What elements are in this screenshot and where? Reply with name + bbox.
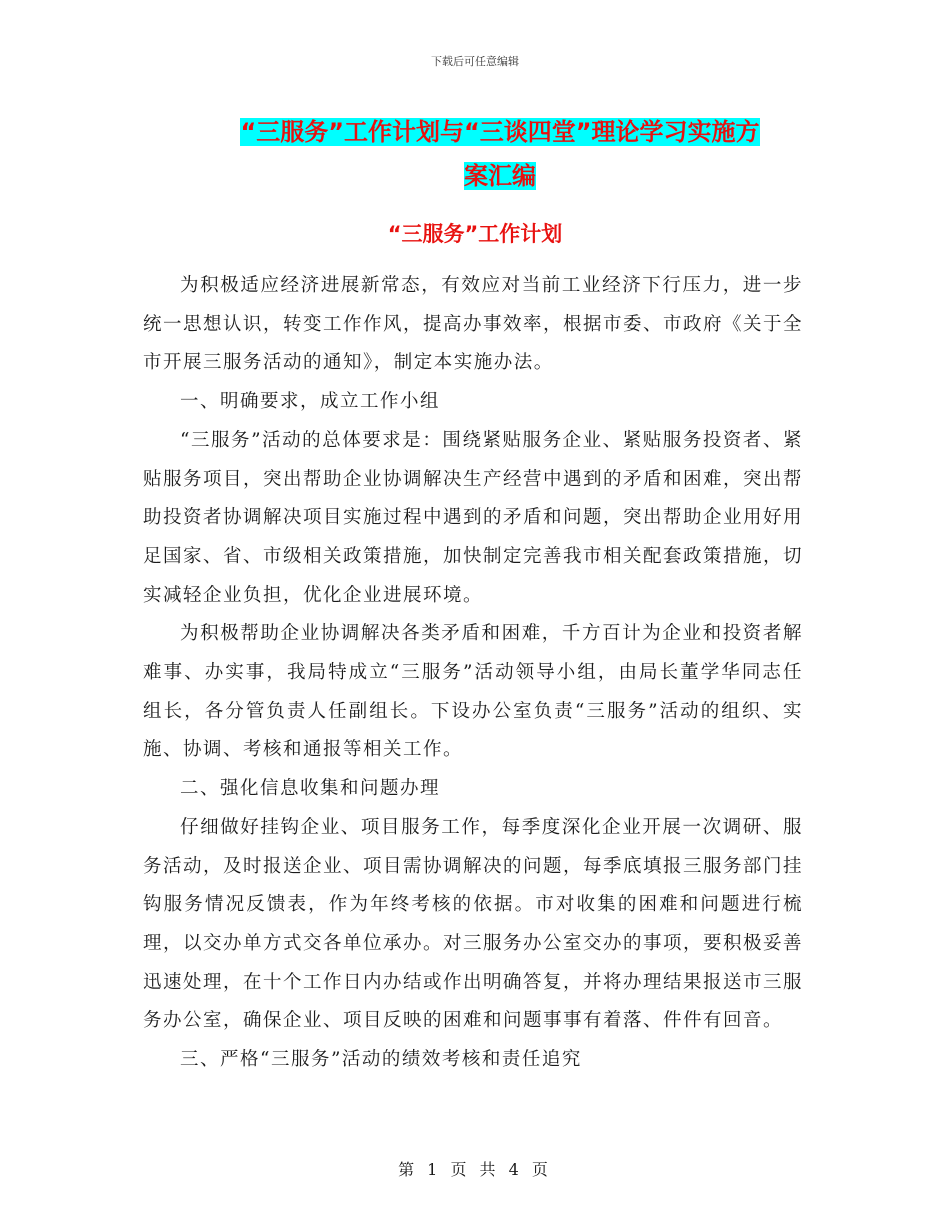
heading-3: 三、严格“三服务”活动的绩效考核和责任追究: [180, 1049, 582, 1071]
heading-1: 一、明确要求，成立工作小组: [180, 391, 441, 413]
paragraph-intro: 为积极适应经济进展新常态，有效应对当前工业经济下行压力，进一步统一思想认识，转变工作作风，提高办事效率，根据市委、市政府《关于全市开展三服务活动的通知》，制定本实施办法。: [143, 275, 804, 374]
page-footer: 第 1 页 共 4 页: [398, 1160, 552, 1179]
document-title-line2: 案汇编: [464, 162, 536, 190]
document-body: [143, 267, 803, 1080]
document-title-line1: “三服务”工作计划与“三谈四堂”理论学习实施方: [240, 118, 760, 146]
document-title: [150, 110, 850, 198]
paragraph: 仔细做好挂钩企业、项目服务工作，每季度深化企业开展一次调研、服务活动，及时报送企业、项目需协调解决的问题，每季底填报三服务部门挂钩服务情况反馈表，作为年终考核的依据。市对收集的困难和问题进行梳理，以交办单方式交各单位承办。对三服务办公室交办的事项，要积极妥善迅速处理，在十个工作日内办结或作出明确答复，并将办理结果报送市三服务办公室，确保企业、项目反映的困难和问题事事有着落、件件有回音。: [143, 816, 804, 1032]
header-note: 下载后可任意编辑: [431, 55, 519, 68]
heading-2: 二、强化信息收集和问题办理: [180, 778, 441, 800]
section-title: “三服务”工作计划: [387, 222, 563, 246]
paragraph: 为积极帮助企业协调解决各类矛盾和困难，千方百计为企业和投资者解难事、办实事，我局特成立“三服务”活动领导小组，由局长董学华同志任组长，各分管负责人任副组长。下设办公室负责“三服务”活动的组织、实施、协调、考核和通报等相关工作。: [143, 623, 803, 761]
paragraph: “三服务”活动的总体要求是：围绕紧贴服务企业、紧贴服务投资者、紧贴服务项目，突出帮助企业协调解决生产经营中遇到的矛盾和困难，突出帮助投资者协调解决项目实施过程中遇到的矛盾和问题，突出帮助企业用好用足国家、省、市级相关政策措施，加快制定完善我市相关配套政策措施，切实减轻企业负担，优化企业进展环境。: [143, 429, 804, 606]
